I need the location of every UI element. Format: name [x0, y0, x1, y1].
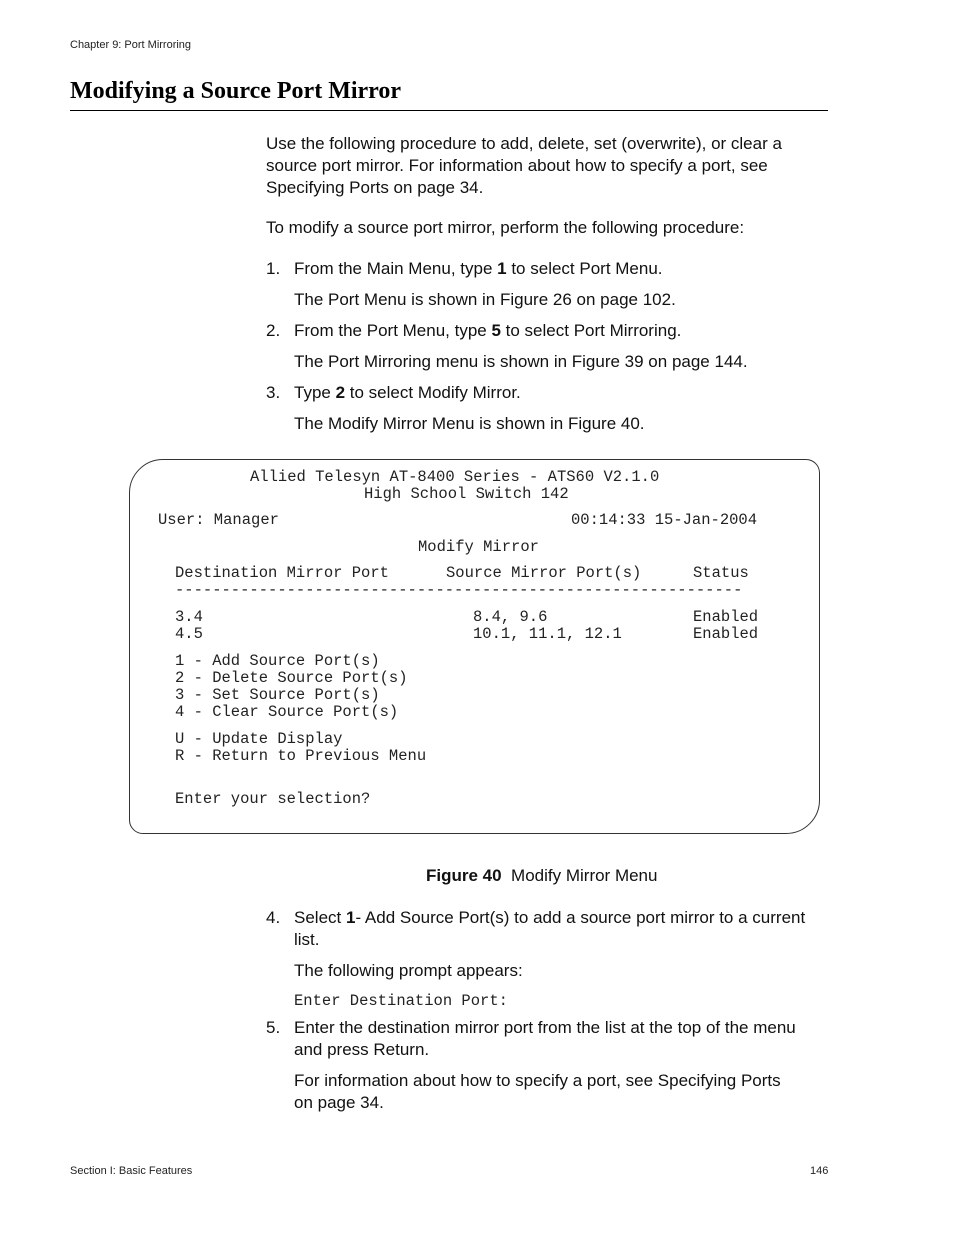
column-header-source: Source Mirror Port(s)	[446, 564, 642, 582]
step-text: From the Main Menu, type 1 to select Port Menu.	[294, 259, 663, 278]
step-note: The following prompt appears:	[294, 961, 523, 980]
menu-option-return: R - Return to Previous Menu	[175, 747, 427, 765]
row-source: 8.4, 9.6	[473, 608, 548, 626]
step-key: 5	[491, 321, 501, 340]
step-number: 2.	[266, 321, 281, 340]
step-note: The Port Mirroring menu is shown in Figure 39 on page 144.	[294, 352, 748, 371]
figure-label: Figure 40	[426, 866, 502, 885]
menu-option-add: 1 - Add Source Port(s)	[175, 652, 380, 670]
row-source: 10.1, 11.1, 12.1	[473, 625, 622, 643]
step-number: 1.	[266, 259, 281, 278]
step-number: 5.	[266, 1018, 281, 1037]
intro-line: source port mirror. For information about how to specify a port, see	[266, 156, 768, 175]
step-text: Enter the destination mirror port from the list at the top of the menu and press Return.	[294, 1018, 796, 1059]
intro-line: Use the following procedure to add, delete, set (overwrite), or clear a	[266, 134, 782, 153]
step-note: The Port Menu is shown in Figure 26 on page 102.	[294, 290, 676, 309]
figure-caption-text: Modify Mirror Menu	[511, 866, 658, 885]
page-number: 146	[810, 1165, 829, 1177]
page-title: Modifying a Source Port Mirror	[70, 78, 402, 104]
step-key: 1	[497, 259, 507, 278]
screen-prompt: Enter your selection?	[175, 790, 371, 808]
step-key: 1	[345, 908, 356, 927]
screen-user: User: Manager	[158, 511, 279, 529]
intro-paragraph	[266, 133, 782, 199]
screen-switch-name: High School Switch 142	[364, 485, 569, 503]
step-number: 4.	[266, 908, 281, 927]
step-note: The Modify Mirror Menu is shown in Figure 40.	[294, 414, 645, 433]
step-note: For information about how to specify a port, see Specifying Ports on page 34.	[294, 1071, 781, 1112]
step-text: From the Port Menu, type 5 to select Port Mirroring.	[294, 321, 682, 340]
step-text: Select 1- Add Source Port(s) to add a source port mirror to a current list.	[294, 908, 806, 949]
intro-line: Specifying Ports on page 34.	[266, 178, 484, 197]
step-number: 3.	[266, 383, 281, 402]
screen-datetime: 00:14:33 15-Jan-2004	[571, 511, 758, 529]
screen-menu-title: Modify Mirror	[418, 538, 539, 556]
running-header: Chapter 9: Port Mirroring	[70, 39, 192, 51]
screen-product-line: Allied Telesyn AT-8400 Series - ATS60 V2.1.0	[250, 468, 660, 486]
menu-option-clear: 4 - Clear Source Port(s)	[175, 703, 399, 721]
row-destination: 4.5	[175, 625, 203, 643]
screen-separator: -------------------------------------------------------------	[175, 581, 743, 599]
step-text: Type 2 to select Modify Mirror.	[294, 383, 521, 402]
row-status: Enabled	[693, 625, 759, 643]
row-destination: 3.4	[175, 608, 203, 626]
step-key: 2	[335, 383, 346, 402]
prompt-code: Enter Destination Port:	[294, 992, 508, 1010]
column-header-destination: Destination Mirror Port	[175, 564, 389, 582]
menu-option-delete: 2 - Delete Source Port(s)	[175, 669, 408, 687]
title-rule	[70, 110, 828, 111]
footer-section: Section I: Basic Features	[70, 1165, 193, 1177]
column-header-status: Status	[693, 564, 749, 582]
menu-option-set: 3 - Set Source Port(s)	[175, 686, 380, 704]
figure-caption	[426, 866, 657, 886]
menu-option-update: U - Update Display	[175, 730, 343, 748]
row-status: Enabled	[693, 608, 759, 626]
procedure-intro: To modify a source port mirror, perform the following procedure:	[266, 218, 745, 237]
